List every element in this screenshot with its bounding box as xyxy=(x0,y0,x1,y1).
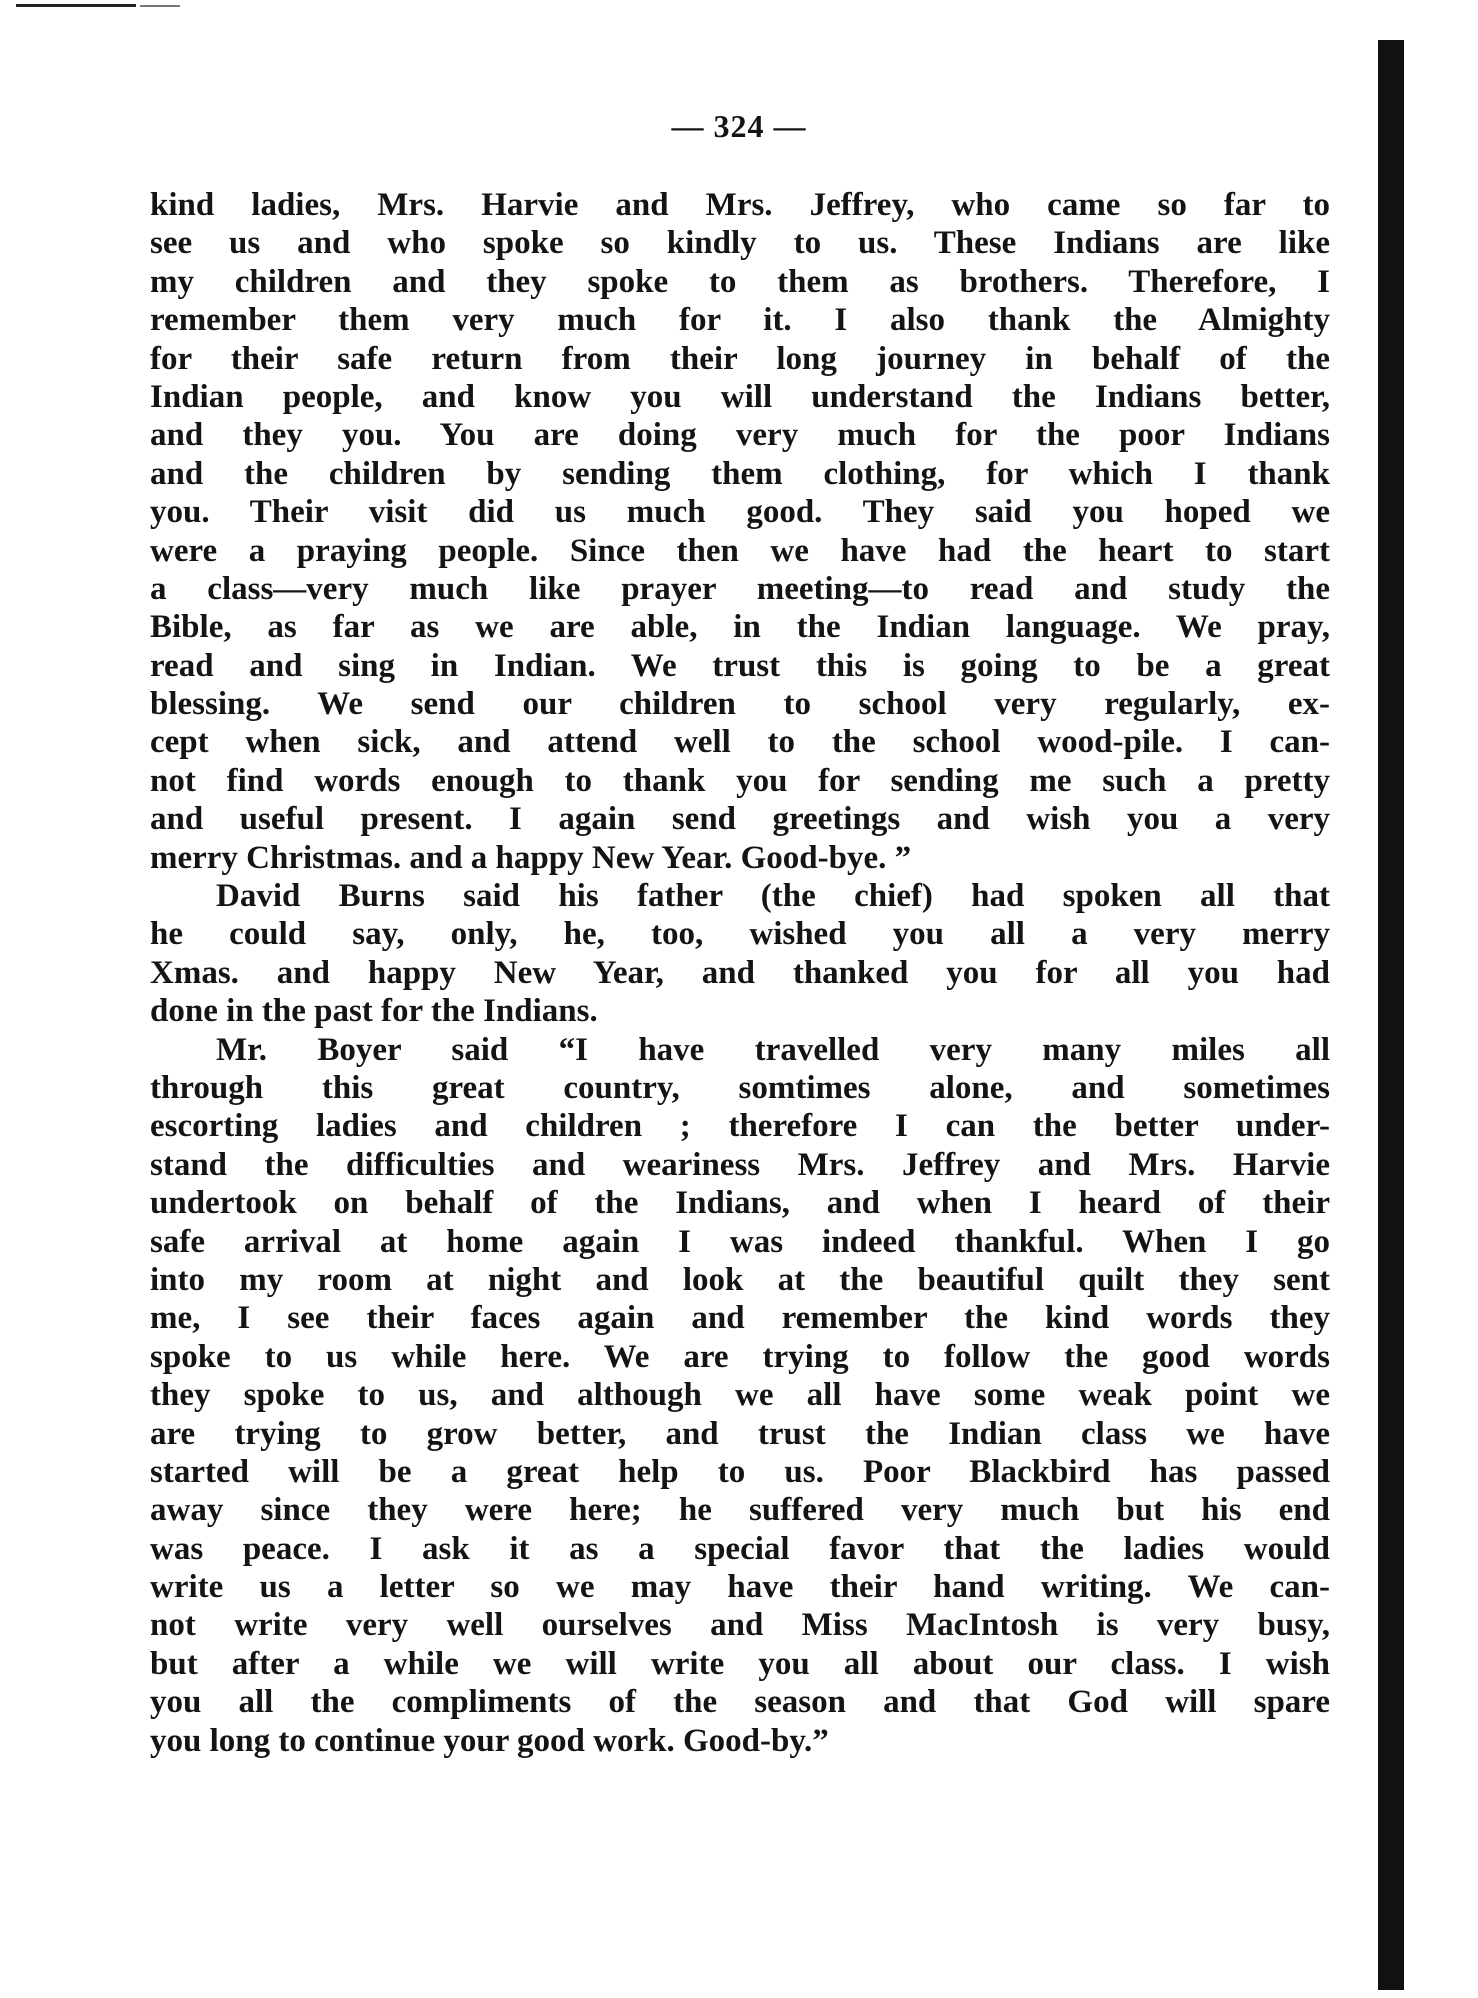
scan-edge-bar xyxy=(1378,40,1404,1990)
body-text xyxy=(150,186,1330,1760)
text-line: spoke to us while here. We are trying to follow the good words xyxy=(150,1338,1330,1375)
text-line: for their safe return from their long journey in behalf of the xyxy=(150,340,1330,377)
text-line: away since they were here; he suffered very much but his end xyxy=(150,1492,1330,1529)
top-rule-tail xyxy=(140,5,180,7)
text-line: you long to continue your good work. Good-by.” xyxy=(150,1722,829,1759)
text-line: started will be a great help to us. Poor Blackbird has passed xyxy=(150,1453,1330,1490)
text-line: write us a letter so we may have their hand writing. We can- xyxy=(150,1569,1330,1606)
text-line: and useful present. I again send greetings and wish you a very xyxy=(150,801,1330,838)
page-number: — 324 — xyxy=(671,108,807,144)
text-line: but after a while we will write you all about our class. I wish xyxy=(150,1645,1330,1682)
text-line: see us and who spoke so kindly to us. These Indians are like xyxy=(150,225,1330,262)
text-line: cept when sick, and attend well to the school wood-pile. I can- xyxy=(150,724,1330,761)
text-line: and the children by sending them clothing, for which I thank xyxy=(150,455,1330,492)
text-line: you. Their visit did us much good. They said you hoped we xyxy=(150,494,1330,531)
text-line: a class—very much like prayer meeting—to read and study the xyxy=(150,570,1330,607)
text-line: and they you. You are doing very much for the poor Indians xyxy=(150,417,1330,454)
top-rule xyxy=(16,4,136,7)
text-line: Xmas. and happy New Year, and thanked you for all you had xyxy=(150,954,1330,991)
text-line: blessing. We send our children to school very regularly, ex- xyxy=(150,686,1330,723)
text-line: kind ladies, Mrs. Harvie and Mrs. Jeffrey, who came so far to xyxy=(150,187,1330,223)
text-line: not find words enough to thank you for sending me such a pretty xyxy=(150,762,1330,799)
text-line: merry Christmas. and a happy New Year. Good-bye. ” xyxy=(150,839,912,876)
text-line: Bible, as far as we are able, in the Indian language. We pray, xyxy=(150,609,1330,646)
text-line: remember them very much for it. I also thank the Almighty xyxy=(150,302,1330,339)
text-line: was peace. I ask it as a special favor that the ladies would xyxy=(150,1530,1330,1567)
text-line: you all the compliments of the season and that God will spare xyxy=(150,1684,1330,1721)
text-line: undertook on behalf of the Indians, and when I heard of their xyxy=(150,1185,1330,1222)
text-line: done in the past for the Indians. xyxy=(150,993,598,1030)
text-line: read and sing in Indian. We trust this is going to be a great xyxy=(150,647,1330,684)
text-line: safe arrival at home again I was indeed thankful. When I go xyxy=(150,1223,1330,1260)
text-line: my children and they spoke to them as brothers. Therefore, I xyxy=(150,263,1330,300)
text-line: they spoke to us, and although we all have some weak point we xyxy=(150,1377,1330,1414)
text-line: were a praying people. Since then we have had the heart to start xyxy=(150,532,1330,569)
text-line: me, I see their faces again and remember the kind words they xyxy=(150,1300,1330,1337)
text-line: Mr. Boyer said “I have travelled very many miles all xyxy=(216,1031,1330,1068)
text-line: he could say, only, he, too, wished you all a very merry xyxy=(150,916,1330,953)
text-line: through this great country, somtimes alone, and sometimes xyxy=(150,1069,1330,1106)
text-line: David Burns said his father (the chief) had spoken all that xyxy=(216,878,1330,915)
text-line: Indian people, and know you will understand the Indians better, xyxy=(150,378,1330,415)
text-line: stand the difficulties and weariness Mrs. Jeffrey and Mrs. Harvie xyxy=(150,1146,1330,1183)
text-line: escorting ladies and children ; therefore I can the better under- xyxy=(150,1108,1330,1145)
text-line: not write very well ourselves and Miss MacIntosh is very busy, xyxy=(150,1607,1330,1644)
text-line: are trying to grow better, and trust the Indian class we have xyxy=(150,1415,1330,1452)
text-line: into my room at night and look at the beautiful quilt they sent xyxy=(150,1261,1330,1298)
